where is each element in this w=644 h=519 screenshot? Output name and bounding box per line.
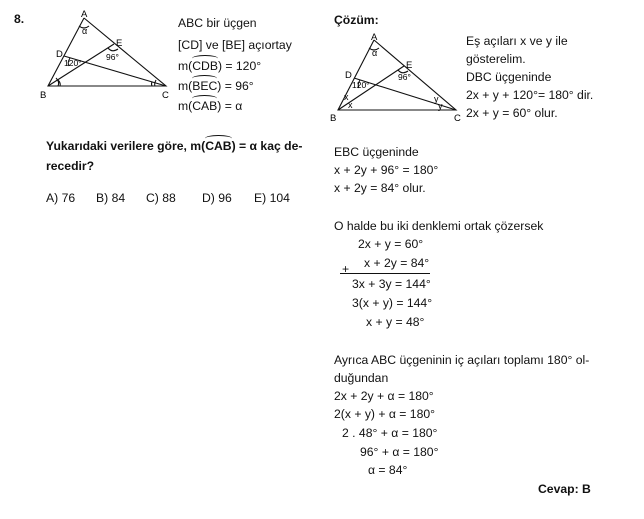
system-eq-4: 3(x + y) = 144° (352, 296, 433, 310)
final-eq-4: 96° + α = 180° (360, 445, 439, 459)
system-sum-line (340, 273, 430, 274)
final-eq-3: 2 . 48° + α = 180° (342, 426, 438, 440)
sol-fig-label-a: A (371, 32, 378, 43)
sol-fig-angle-120: 120° (352, 80, 370, 90)
sol-fig-y2: y (438, 101, 443, 111)
sol-fig-x2: x (348, 100, 353, 110)
sol-fig-label-b: B (330, 113, 337, 122)
final-eq-2: 2(x + y) + α = 180° (334, 407, 436, 421)
solution-intro-5: 2x + y = 60° olur. (466, 106, 558, 120)
solution-title: Çözüm: (334, 13, 379, 27)
solution-triangle-figure (330, 32, 464, 122)
system-eq-5: x + y = 48° (366, 315, 425, 329)
solution-ebc-3: x + 2y = 84° olur. (334, 181, 426, 195)
fig-angle-alpha: α (82, 26, 88, 36)
fig-label-e: E (116, 38, 123, 49)
question-triangle-figure (38, 8, 174, 100)
fig-label-a: A (81, 9, 88, 20)
sol-fig-label-d: D (345, 70, 352, 81)
question-prompt-line2: recedir? (46, 159, 95, 173)
answer-label: Cevap: B (538, 482, 591, 496)
question-prompt-line1: Yukarıdaki verilere göre, m(CAB) = α kaç de- (46, 139, 303, 153)
system-eq-3: 3x + 3y = 144° (352, 277, 431, 291)
fig-label-b: B (40, 90, 47, 100)
final-eq-5: α = 84° (368, 463, 408, 477)
solution-intro-1: Eş açıları x ve y ile (466, 34, 568, 48)
given-triangle: ABC bir üçgen (178, 16, 257, 30)
fig-angle-120: 120° (64, 58, 82, 68)
question-number: 8. (14, 12, 25, 26)
fig-angle-96: 96° (106, 52, 119, 62)
given-angle-cab: m(CAB) = α (178, 99, 243, 113)
solution-intro-2: gösterelim. (466, 52, 526, 66)
fig-label-d: D (56, 49, 63, 60)
system-eq-2: x + 2y = 84° (364, 256, 430, 270)
solution-ebc-2: x + 2y + 96° = 180° (334, 163, 439, 177)
given-angle-cdb: m(CDB) = 120° (178, 59, 262, 73)
sol-fig-x1: x (344, 92, 349, 102)
option-b[interactable]: B) 84 (96, 191, 126, 205)
option-a[interactable]: A) 76 (46, 191, 76, 205)
sol-fig-angle-alpha: α (372, 48, 378, 58)
solution-sum-text-1: Ayrıca ABC üçgeninin iç açıları toplamı 180° ol- (334, 353, 590, 367)
system-plus-sign: + (342, 262, 350, 276)
sol-fig-y1: y (434, 94, 439, 104)
sol-fig-label-e: E (406, 60, 413, 71)
option-e[interactable]: E) 104 (254, 191, 290, 205)
option-c[interactable]: C) 88 (146, 191, 176, 205)
solution-sum-text-2: duğundan (334, 371, 389, 385)
final-eq-1: 2x + 2y + α = 180° (334, 389, 434, 403)
given-bisectors: [CD] ve [BE] açıortay (178, 38, 292, 52)
solution-intro-4: 2x + y + 120°= 180° dir. (466, 88, 594, 102)
sol-fig-label-c: C (454, 113, 461, 122)
sol-fig-angle-96: 96° (398, 72, 411, 82)
solution-ebc-1: EBC üçgeninde (334, 145, 419, 159)
system-eq-1: 2x + y = 60° (358, 237, 424, 251)
given-angle-bec: m(BEC) = 96° (178, 79, 254, 93)
solution-combine-title: O halde bu iki denklemi ortak çözersek (334, 219, 544, 233)
option-d[interactable]: D) 96 (202, 191, 232, 205)
fig-label-c: C (162, 90, 169, 100)
solution-intro-3: DBC üçgeninde (466, 70, 552, 84)
